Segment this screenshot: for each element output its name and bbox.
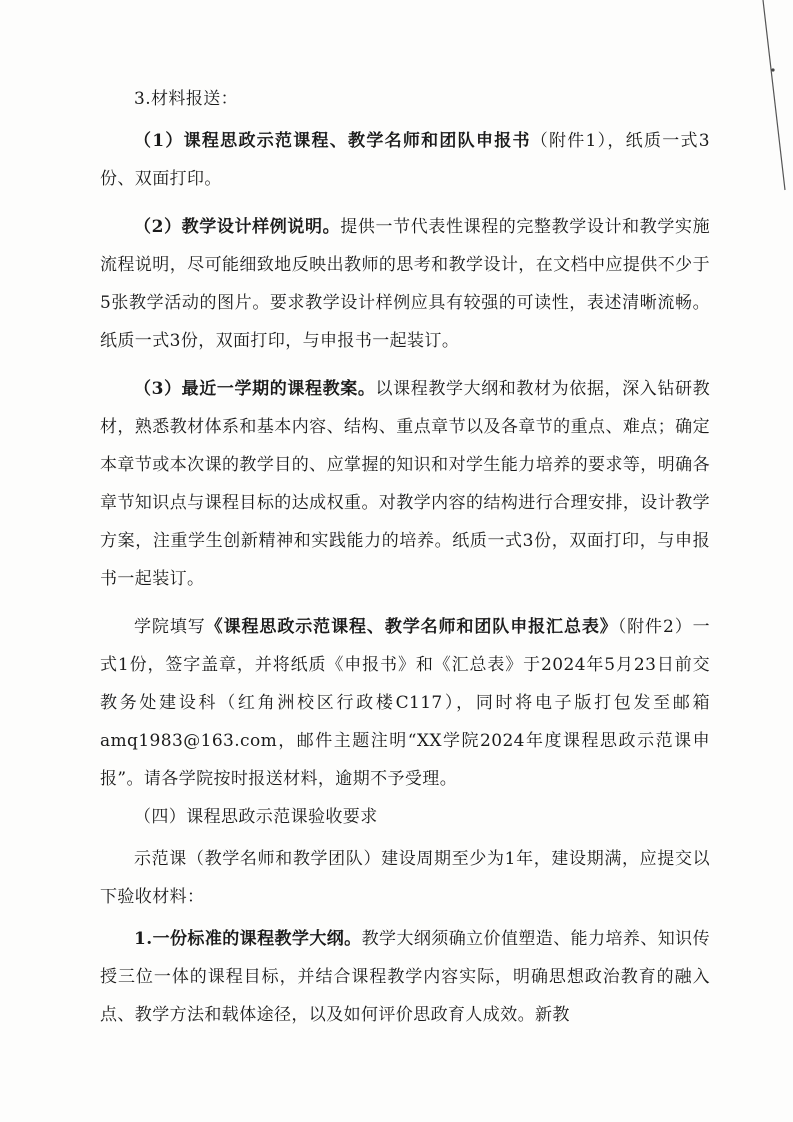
scan-edge-line xyxy=(733,0,793,200)
summary-table-text: （附件2）一式1份，签字盖章，并将纸质《申报书》和《汇总表》于2024年5月23日前交教务处建设科（红角洲校区行政楼C117），同时将电子版打包发至邮箱amq1983@163.com，邮件主题注明“XX学院2024年度课程思政示范课申报”。请各学院按时报送材料，逾期不予受理。 xyxy=(100,617,711,789)
paragraph-teaching-design xyxy=(100,208,710,360)
syllabus-title: 1.一份标准的课程教学大纲。 xyxy=(134,929,362,949)
paragraph-summary-table xyxy=(100,608,710,798)
paragraph-lesson-plan xyxy=(100,370,710,598)
section-heading-materials xyxy=(100,80,710,118)
summary-table-title: 《课程思政示范课程、教学名师和团队申报汇总表》 xyxy=(205,617,618,637)
paragraph-acceptance-intro xyxy=(100,840,710,916)
materials-heading-text: 3.材料报送： xyxy=(134,89,239,109)
teaching-design-text: 提供一节代表性课程的完整教学设计和教学实施流程说明，尽可能细致地反映出教师的思考和教学设计，在文档中应提供不少于5张教学活动的图片。要求教学设计样例应具有较强的可读性，表述清晰流畅。纸质一式3份，双面打印，与申报书一起装订。 xyxy=(100,217,710,351)
acceptance-heading-text: （四）课程思政示范课验收要求 xyxy=(134,807,378,827)
application-form-text: （附件1），纸质一式3份、双面打印。 xyxy=(100,131,710,189)
paragraph-application-form xyxy=(100,122,710,198)
section-heading-acceptance xyxy=(100,798,710,836)
acceptance-intro-text: 示范课（教学名师和教学团队）建设周期至少为1年，建设期满，应提交以下验收材料： xyxy=(100,849,710,907)
syllabus-text: 教学大纲须确立价值塑造、能力培养、知识传授三位一体的课程目标，并结合课程教学内容实际，明确思想政治教育的融入点、教学方法和载体途径，以及如何评价思政育人成效。新教 xyxy=(100,929,710,1025)
paragraph-syllabus xyxy=(100,920,710,1034)
lesson-plan-title: （3）最近一学期的课程教案。 xyxy=(134,379,376,399)
application-form-title: （1）课程思政示范课程、教学名师和团队申报书 xyxy=(134,131,531,151)
document-body xyxy=(100,80,710,1034)
summary-table-lead: 学院填写 xyxy=(134,617,206,637)
lesson-plan-text: 以课程教学大纲和教材为依据，深入钻研教材，熟悉教材体系和基本内容、结构、重点章节以及各章节的重点、难点；确定本章节或本次课的教学目的、应掌握的知识和对学生能力培养的要求等，明确各章节知识点与课程目标的达成权重。对教学内容的结构进行合理安排，设计教学方案，注重学生创新精神和实践能力的培养。纸质一式3份，双面打印，与申报书一起装订。 xyxy=(100,379,710,589)
teaching-design-title: （2）教学设计样例说明。 xyxy=(134,217,341,237)
